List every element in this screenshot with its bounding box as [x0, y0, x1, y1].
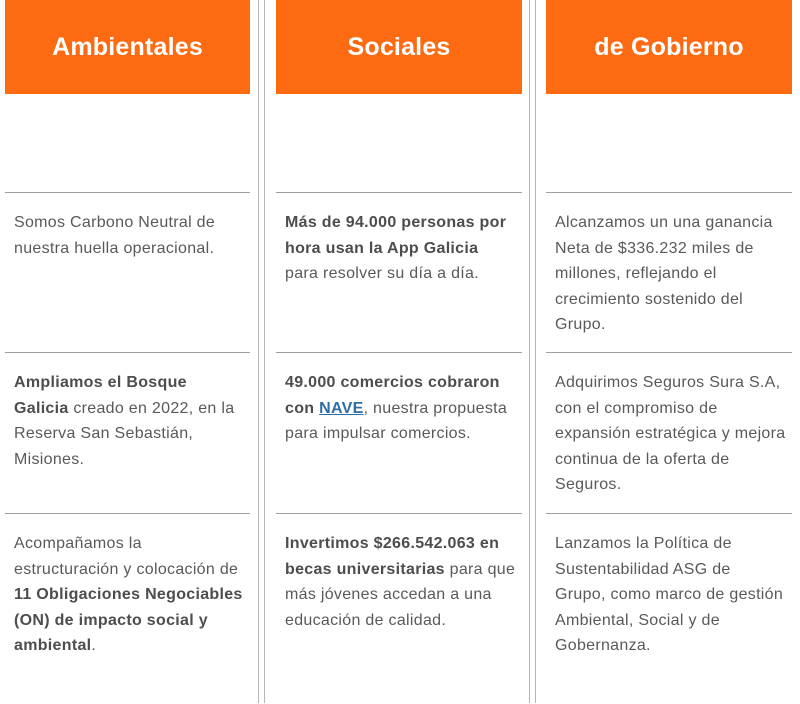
- bold-text: Ampliamos el Bosque Galicia: [14, 374, 187, 417]
- cell-text: .: [91, 637, 97, 654]
- cell-text: Acompañamos la estructuración y colocación de: [14, 535, 239, 578]
- table-cell: [546, 192, 792, 353]
- cell-text: creado en 2022, en la Reserva San Sebastián, Misiones.: [14, 399, 235, 468]
- column-header: Ambientales: [5, 0, 250, 94]
- column-sociales: [276, 0, 522, 703]
- cell-text: , nuestra propuesta para impulsar comercios.: [285, 399, 508, 442]
- column-header: Sociales: [276, 0, 522, 94]
- table-cell: [5, 352, 250, 513]
- cell-text: Lanzamos la Política de Sustentabilidad ASG de Grupo, como marco de gestión Ambiental, Social y de Gobernanza.: [555, 535, 784, 654]
- column-divider: [535, 0, 536, 703]
- column-header: de Gobierno: [546, 0, 792, 94]
- column-divider: [264, 0, 265, 703]
- column-de-gobierno: [546, 0, 792, 703]
- table-cell: [5, 192, 250, 353]
- nave-link[interactable]: NAVE: [319, 399, 364, 417]
- cell-text: Adquirimos Seguros Sura S.A, con el compromiso de expansión estratégica y mejora continua de la oferta de Seguros.: [555, 374, 786, 493]
- cell-text: para resolver su día a día.: [285, 265, 479, 282]
- column-divider: [529, 0, 530, 703]
- table-cell: [276, 192, 522, 353]
- bold-text: 11 Obligaciones Negociables (ON) de impacto social y ambiental: [14, 586, 243, 654]
- table-cell: [276, 352, 522, 513]
- cell-text: Somos Carbono Neutral de nuestra huella operacional.: [14, 214, 216, 257]
- table-cell: [5, 513, 250, 704]
- column-divider: [258, 0, 259, 703]
- table-cell: [276, 513, 522, 704]
- bold-text: Invertimos $266.542.063 en becas universitarias: [285, 535, 500, 578]
- bold-text: Más de 94.000 personas por hora usan la App Galicia: [285, 214, 507, 257]
- bold-text: 49.000 comercios cobraron con: [285, 374, 500, 417]
- table-cell: [546, 513, 792, 704]
- table-cell: [546, 352, 792, 513]
- cell-text: para que más jóvenes accedan a una educación de calidad.: [285, 560, 516, 629]
- column-ambientales: [5, 0, 250, 703]
- cell-text: Alcanzamos un una ganancia Neta de $336.232 miles de millones, reflejando el crecimiento sostenido del Grupo.: [555, 214, 773, 333]
